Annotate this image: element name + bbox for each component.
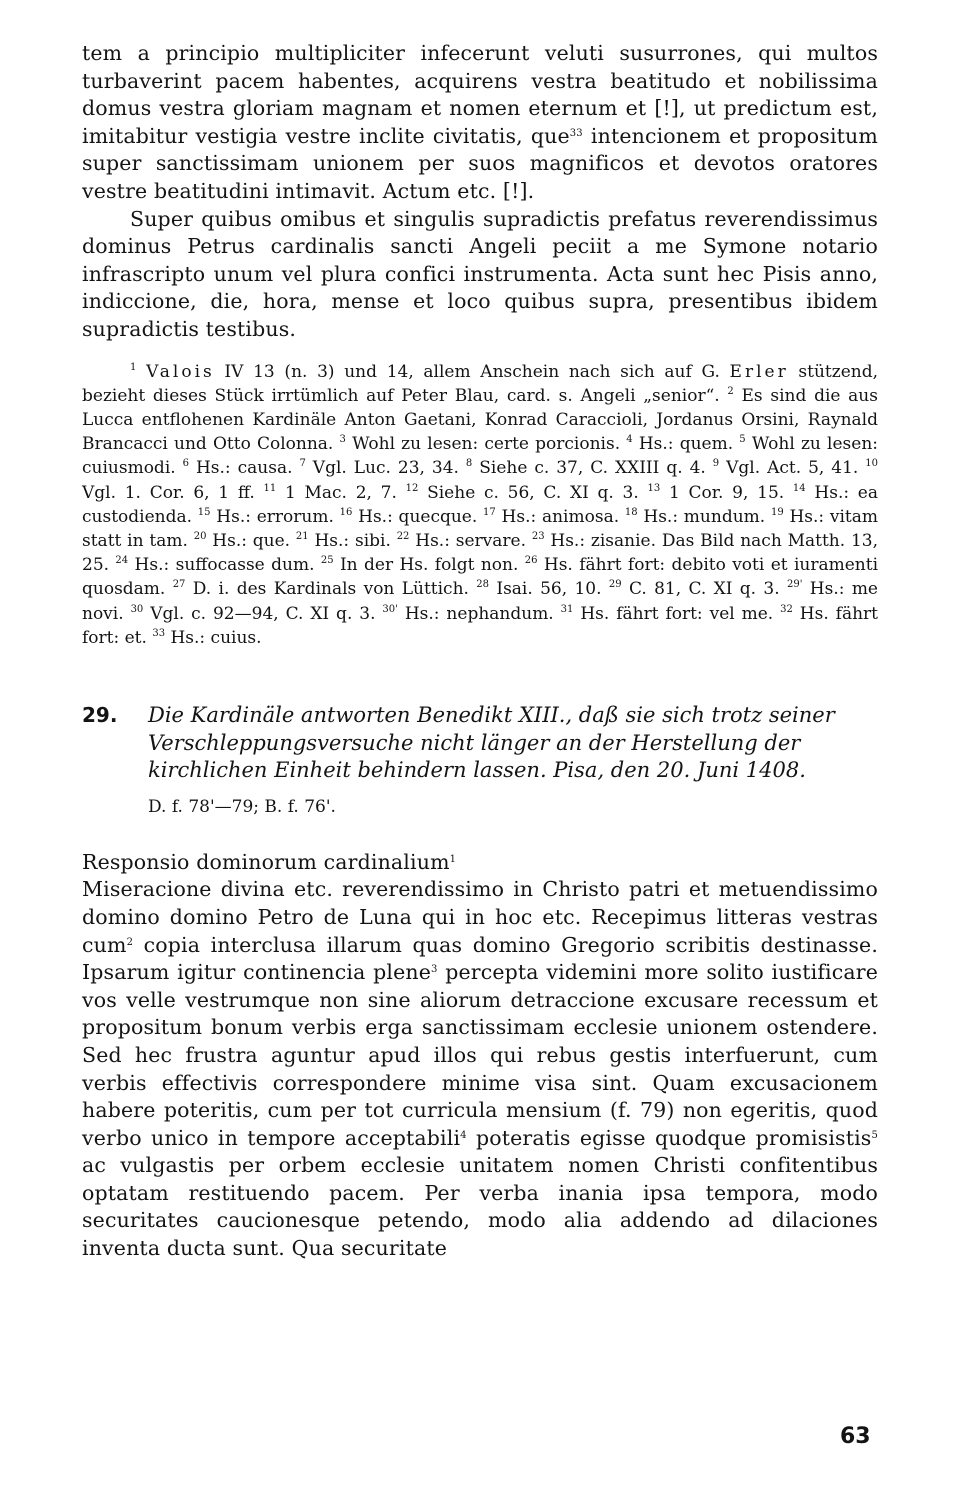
- footnote-text: Hs.: quem.: [632, 434, 740, 455]
- letter-heading: [82, 849, 878, 877]
- footnote-ref: 5: [871, 1129, 878, 1141]
- footnote-mark: 31: [560, 603, 574, 615]
- footnote-ref: 1: [449, 853, 457, 865]
- footnote-mark: 23: [531, 530, 545, 542]
- footnote-text: 1 Mac. 2, 7.: [276, 482, 406, 503]
- footnote-text: Hs.: sibi.: [308, 530, 397, 551]
- footnote-mark: 18: [624, 506, 638, 518]
- footnote-mark: 7: [299, 458, 306, 470]
- manuscript-source: D. f. 78'—79; B. f. 76'.: [148, 796, 336, 817]
- footnote-mark: 22: [396, 530, 410, 542]
- footnote-text: D. i. des Kardinals von Lüttich.: [185, 579, 477, 600]
- footnote-text: Vgl. 1. Cor. 6, 1 ff.: [82, 482, 264, 503]
- footnote-text: Hs.: causa.: [189, 458, 300, 479]
- footnote-ref: 2: [126, 936, 134, 948]
- footnote-mark: 28: [476, 579, 490, 591]
- footnote-text: Hs. fährt fort: et.: [82, 603, 879, 648]
- footnote-text: In der Hs. folgt non.: [333, 555, 525, 576]
- footnote-mark: 27: [172, 579, 186, 591]
- footnote-mark: 11: [263, 482, 277, 494]
- footnote-mark: 13: [647, 482, 661, 494]
- text-run: Miseracione divina etc. reverendissimo in Christo patri et metuendissimo domino domino Petro de Luna qui in hoc etc. Recepimus litteras vestras cum: [82, 877, 878, 957]
- footnote-mark: 26: [524, 555, 538, 567]
- footnote-mark: 6: [182, 458, 189, 470]
- footnote-text: Siehe c. 37, C. XXIII q. 4.: [472, 458, 713, 479]
- footnote-mark: 14: [792, 482, 806, 494]
- footnote-text: Wohl zu lesen: certe porcionis.: [345, 434, 627, 455]
- footnote-mark: 16: [339, 506, 353, 518]
- footnote-mark: 3: [339, 434, 346, 446]
- section-heading: [82, 702, 878, 785]
- footnotes: [82, 360, 878, 650]
- footnote-text: Vgl. Act. 5, 41.: [719, 458, 866, 479]
- footnote-mark: 21: [295, 530, 309, 542]
- top-text-block: [82, 40, 878, 344]
- document-page: [82, 40, 878, 1263]
- footnote-mark: 33: [152, 627, 166, 639]
- footnote-text: IV 13 (n. 3) und 14, allem Anschein nach sich auf G.: [214, 361, 730, 382]
- author-name: Erler: [729, 361, 789, 382]
- text-run: poteratis egisse quodque promisistis: [466, 1125, 872, 1150]
- footnote-mark: 9: [712, 458, 720, 470]
- footnote-mark: 12: [405, 482, 419, 494]
- footnote-text: Hs. fährt fort: vel me.: [573, 603, 781, 624]
- paragraph: Super quibus omibus et singulis supradictis prefatus reverendissimus dominus Petrus cardinalis sancti Angeli peciit a me Symone notario infrascripto unum vel plura confici instrumenta. Acta sunt hec Pisis anno, indiccione, die, hora, mense et loco quibus supra, presentibus ibidem supradictis testibus.: [82, 206, 878, 341]
- footnote-mark: 25: [320, 555, 334, 567]
- footnote-text: Hs.: servare.: [409, 530, 532, 551]
- footnote-mark: 32: [780, 603, 793, 615]
- footnote-mark: 1: [130, 361, 137, 373]
- footnote-mark: 29: [608, 579, 622, 591]
- text-run: Responsio dominorum cardinalium: [82, 849, 450, 874]
- footnote-mark: 15: [197, 506, 211, 518]
- footnote-text: Isai. 56, 10.: [489, 579, 609, 600]
- footnote-ref: 33: [569, 127, 583, 139]
- footnote-mark: 19: [770, 506, 784, 518]
- footnote-text: stützend, bezieht dieses Stück irrtümlich auf Peter Blau, card. s. Angeli „senior“.: [82, 361, 878, 406]
- footnote-mark: 4: [626, 434, 633, 446]
- footnote-mark: 24: [115, 555, 129, 567]
- footnote-paragraph: [82, 360, 878, 650]
- footnote-mark: 5: [739, 434, 746, 446]
- footnote-text: Hs.: me novi.: [82, 579, 878, 624]
- paragraph: [82, 40, 878, 206]
- paragraph: [82, 876, 878, 1262]
- text-run: tem a principio multipliciter infecerunt veluti susurrones, qui multos turbaverint pacem habentes, acquirens vestra beatitudo et nobilissima domus vestra gloriam magnam et nomen eternum et [!], ut predictum est, imitabitur vestigia vestre inclite civitatis, que: [82, 41, 878, 148]
- section-title: Die Kardinäle antworten Benedikt XIII., daß sie sich trotz seiner Verschleppungsversuche nicht länger an der Herstellung der kirchlichen Einheit behindern lassen. Pisa, den 20. Juni 1408.: [148, 702, 835, 783]
- footnote-text: Hs.: suffocasse dum.: [128, 555, 321, 576]
- footnote-mark: 8: [465, 458, 473, 470]
- footnote-ref: 4: [460, 1129, 467, 1141]
- section-number: 29.: [82, 702, 118, 727]
- footnote-ref: 3: [431, 964, 438, 976]
- footnote-mark: 29': [786, 579, 803, 591]
- text-run: ac vulgastis per orbem ecclesie unitatem nomen Christi confitentibus optatam restituendo pacem. Per verba inania ipsa tempora, modo securitates caucionesque petendo, modo alia addendo ad dilaciones inventa ducta sunt. Qua securitate: [82, 1153, 878, 1261]
- footnote-text: Hs.: animosa.: [495, 506, 625, 527]
- footnote-mark: 20: [193, 530, 207, 542]
- footnote-text: Hs.: cuius.: [165, 627, 262, 648]
- footnote-text: Hs.: errorum.: [210, 506, 340, 527]
- footnote-mark: 10: [865, 458, 878, 470]
- text-run: percepta videmini more solito iustificare vos velle vestrumque non sine aliorum detraccione excusare recessum et propositum bonum verbis erga sanctissimam ecclesie unionem ostendere. Sed hec frustra aguntur apud illos qui rebus gestis interfuerunt, cum verbis effectivis correspondere minime visa sint. Quam excusacionem habere poteritis, cum per tot curricula mensium (f. 79) non egeritis, quod verbo unico in tempore acceptabili: [82, 960, 878, 1150]
- footnote-mark: 2: [727, 385, 734, 397]
- footnote-mark: 30: [130, 603, 144, 615]
- text-run: intencionem et propositum super sanctissimam unionem per suos magnificos et devotos oratores vestre beatitudini intimavit. Actum etc. [!].: [82, 123, 878, 203]
- footnote-text: Vgl. Luc. 23, 34.: [305, 458, 466, 479]
- footnote-text: C. 81, C. XI q. 3.: [621, 579, 787, 600]
- text-run: copia interclusa illarum quas domino Gregorio scribitis destinasse. Ipsarum igitur continencia plene: [82, 932, 878, 985]
- footnote-text: Hs.: zisanie. Das Bild nach Matth. 13, 25.: [82, 530, 879, 576]
- author-name: Valois: [146, 361, 215, 382]
- footnote-text: Hs.: nephandum.: [397, 603, 561, 624]
- footnote-text: Hs.: vitam statt in tam.: [82, 506, 879, 551]
- footnote-text: Hs.: quecque.: [352, 506, 484, 527]
- footnote-text: Vgl. c. 92—94, C. XI q. 3.: [143, 603, 383, 624]
- footnote-text: Hs.: que.: [206, 530, 296, 551]
- footnote-mark: 17: [483, 506, 496, 518]
- letter-body: [82, 849, 878, 1263]
- footnote-text: 1 Cor. 9, 15.: [660, 482, 793, 503]
- page-number: 63: [840, 1424, 871, 1449]
- footnote-text: Siehe c. 56, C. XI q. 3.: [418, 482, 648, 503]
- footnote-text: Hs.: ea custodienda.: [82, 482, 879, 527]
- footnote-mark: 30': [382, 603, 398, 615]
- footnote-text: Hs.: mundum.: [637, 506, 771, 527]
- footnote-text: Wohl zu lesen: cuiusmodi.: [82, 434, 879, 479]
- footnote-text: Hs. fährt fort: debito voti et iuramenti quosdam.: [82, 555, 879, 600]
- footnote-text: Es sind die aus Lucca entflohenen Kardinäle Anton Gaetani, Konrad Caraccioli, Jordanus Orsini, Raynald Brancacci und Otto Colonna.: [82, 385, 878, 455]
